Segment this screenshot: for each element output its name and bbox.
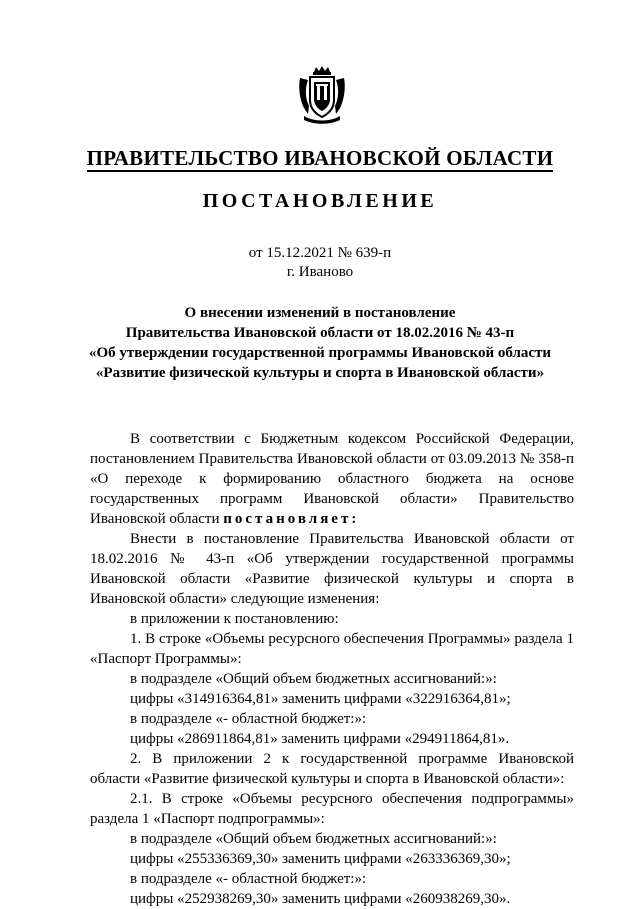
paragraph: в подразделе «- областной бюджет:»: [130,871,367,887]
document-type: ПОСТАНОВЛЕНИЕ [202,190,438,212]
document-body [90,429,574,909]
subject-line: Правительства Ивановской области от 18.02.2016 № 43-п [125,325,515,341]
paragraph: цифры «286911864,81» заменить цифрами «294911864,81». [130,731,510,747]
document-subject [60,303,580,383]
paragraph: в подразделе «Общий объем бюджетных ассигнований:»: [130,671,497,687]
paragraph: Внести в постановление Правительства Ивановской области от 18.02.2016 № 43-п «Об утверждении государственной программы Ивановской области «Развитие физической культуры и спорта в Ивановской области» следующие изменения: [90,531,574,607]
government-title: ПРАВИТЕЛЬСТВО ИВАНОВСКОЙ ОБЛАСТИ [86,146,554,170]
paragraph: в подразделе «Общий объем бюджетных ассигнований:»: [130,831,497,847]
paragraph: цифры «314916364,81» заменить цифрами «322916364,81»; [130,691,511,707]
paragraph: цифры «252938269,30» заменить цифрами «260938269,30». [130,891,511,907]
paragraph: цифры «255336369,30» заменить цифрами «263336369,30»; [130,851,511,867]
resolution-keyword: постановляет [223,511,352,527]
date-and-number: от 15.12.2021 № 639-п [248,245,392,261]
paragraph: в подразделе «- областной бюджет:»: [130,711,367,727]
coat-of-arms-icon [296,64,348,124]
subject-line: «Об утверждении государственной программы Ивановской области [88,345,552,361]
paragraph: В соответствии с Бюджетным кодексом Российской Федерации, постановлением Правительства Ивановской области от 03.09.2013 № 358-п «О переходе к формированию областного бюджета на основе государственных программ Ивановской области» Правительство Ивановской области постановляет: [90,431,574,527]
subject-line: О внесении изменений в постановление [184,305,456,321]
subject-line: «Развитие физической культуры и спорта в Ивановской области» [95,365,545,381]
paragraph: в приложении к постановлению: [130,611,339,627]
paragraph: 2.1. В строке «Объемы ресурсного обеспечения подпрограммы» раздела 1 «Паспорт подпрограммы»: [90,791,574,827]
paragraph: 1. В строке «Объемы ресурсного обеспечения Программы» раздела 1 «Паспорт Программы»: [90,631,574,667]
city: г. Иваново [286,264,354,280]
paragraph: 2. В приложении 2 к государственной программе Ивановской области «Развитие физической культуры и спорта в Ивановской области»: [90,751,574,787]
